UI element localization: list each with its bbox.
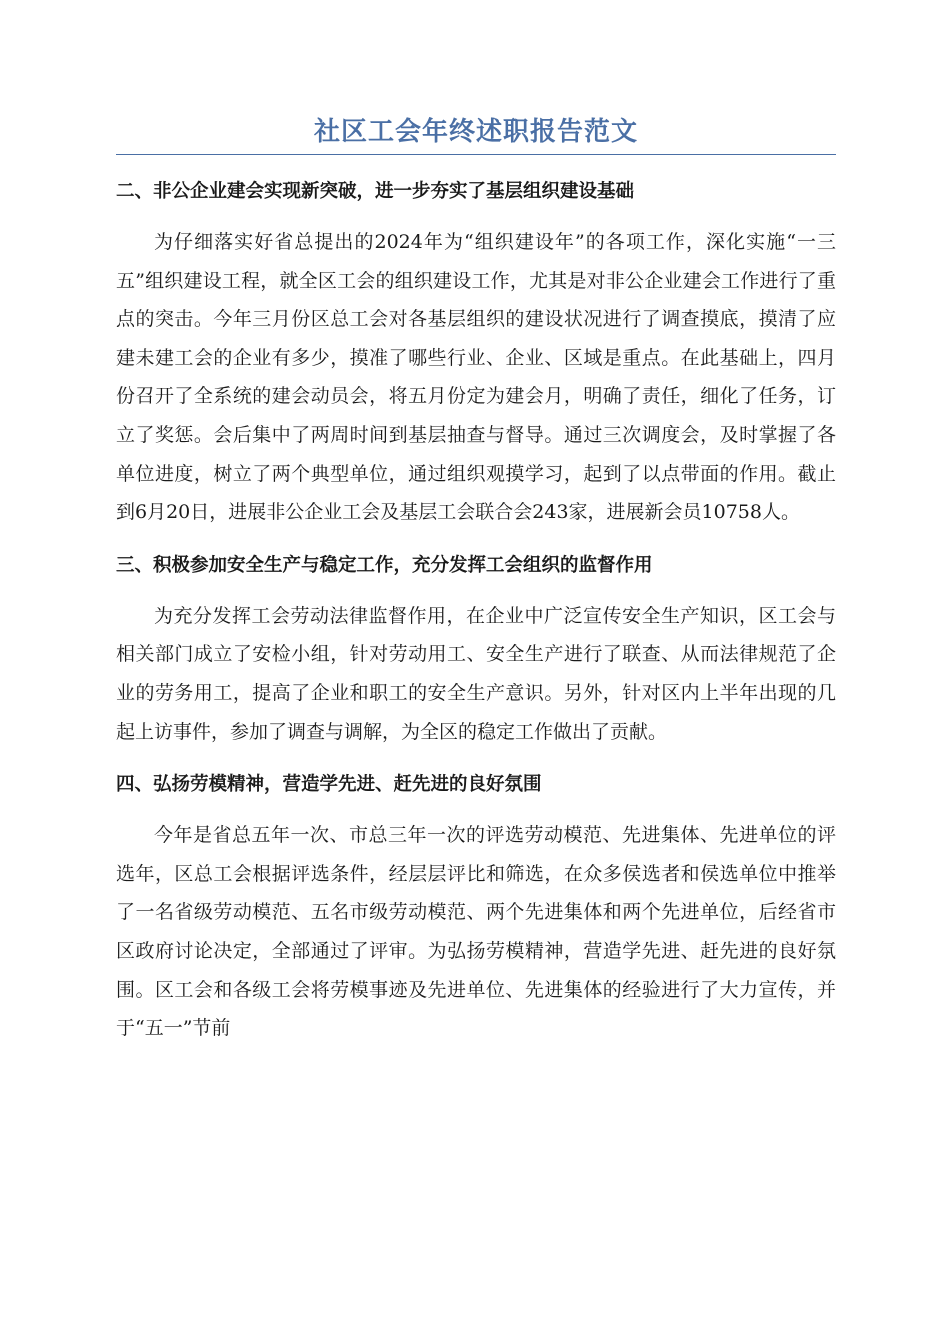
title-underline xyxy=(116,154,836,155)
section-paragraph: 为仔细落实好省总提出的2024年为“组织建设年”的各项工作，深化实施“一三五”组织建设工程，就全区工会的组织建设工作，尤其是对非公企业建会工作进行了重点的突击。今年三月份区总工会对各基层组织的建设状况进行了调查摸底，摸清了应建未建工会的企业有多少，摸准了哪些行业、企业、区域是重点。在此基础上，四月份召开了全系统的建会动员会，将五月份定为建会月，明确了责任，细化了任务，订立了奖惩。会后集中了两周时间到基层抽查与督导。通过三次调度会，及时掌握了各单位进度，树立了两个典型单位，通过组织观摸学习，起到了以点带面的作用。截止到6月20日，进展非公企业工会及基层工会联合会243家，进展新会员10758人。 xyxy=(116,231,836,524)
document-title: 社区工会年终述职报告范文 xyxy=(313,117,638,147)
section-heading: 三、积极参加安全生产与稳定工作，充分发挥工会组织的监督作用 xyxy=(116,554,653,576)
document-page xyxy=(116,112,836,1067)
section-heading: 四、弘扬劳模精神，营造学先进、赶先进的良好氛围 xyxy=(116,774,542,796)
section-4 xyxy=(116,770,836,1048)
section-paragraph: 为充分发挥工会劳动法律监督作用，在企业中广泛宣传安全生产知识，区工会与相关部门成立了安检小组，针对劳动用工、安全生产进行了联查、从而法律规范了企业的劳务用工，提高了企业和职工的安全生产意识。另外，针对区内上半年出现的几起上访事件，参加了调查与调解，为全区的稳定工作做出了贡献。 xyxy=(116,604,836,743)
section-paragraph: 今年是省总五年一次、市总三年一次的评选劳动模范、先进集体、先进单位的评选年，区总工会根据评选条件，经层层评比和筛选，在众多侯选者和侯选单位中推举了一名省级劳动模范、五名市级劳动模范、两个先进集体和两个先进单位，后经省市区政府讨论决定，全部通过了评审。为弘扬劳模精神，营造学先进、赶先进的良好氛围。区工会和各级工会将劳模事迹及先进单位、先进集体的经验进行了大力宣传，并于“五一”节前 xyxy=(116,824,836,1040)
section-3 xyxy=(116,551,836,751)
section-2 xyxy=(116,177,836,532)
section-heading: 二、非公企业建会实现新突破，进一步夯实了基层组织建设基础 xyxy=(116,181,635,202)
